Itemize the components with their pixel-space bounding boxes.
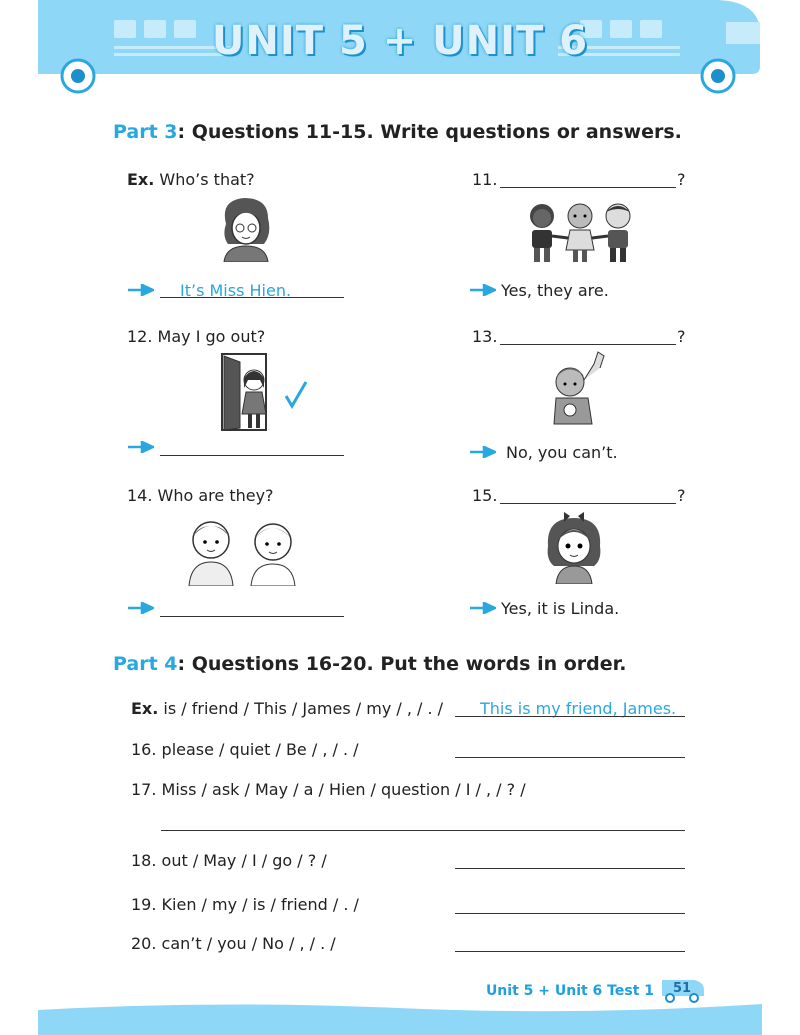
part3-label: Part 3	[113, 121, 178, 143]
boy-raising-hand-icon	[548, 350, 608, 426]
part3-example-prompt	[127, 170, 255, 189]
q18-answer-line[interactable]	[455, 868, 685, 869]
example-marker: Ex.	[131, 699, 159, 718]
q18-text: out / May / I / go / ? /	[156, 851, 327, 870]
page-title: UNIT 5 + UNIT 6	[211, 18, 589, 64]
part4-label: Part 4	[113, 653, 178, 675]
q11-suffix: ?	[677, 170, 686, 189]
q13-number: 13.	[472, 327, 498, 346]
q19-words	[131, 895, 359, 914]
part3-instruction: : Questions 11-15. Write questions or answers.	[177, 121, 682, 143]
part4-example-words	[131, 699, 443, 718]
two-boys-icon	[185, 516, 301, 586]
part4-example-answer: This is my friend, James.	[480, 699, 677, 718]
arrow-right-icon	[128, 441, 154, 453]
q11-answer: Yes, they are.	[501, 281, 609, 300]
answer-line	[455, 716, 685, 717]
q19-text: Kien / my / is / friend / . /	[156, 895, 359, 914]
footer-label: Unit 5 + Unit 6 Test 1	[485, 983, 654, 999]
q18-number: 18.	[131, 851, 157, 870]
q11-line[interactable]	[500, 187, 676, 188]
part4-heading	[113, 653, 627, 675]
arrow-right-icon	[128, 602, 154, 614]
arrow-right-icon	[470, 602, 496, 614]
example-answer: It’s Miss Hien.	[180, 281, 292, 300]
q14-prompt: 14. Who are they?	[127, 486, 274, 505]
part4-instruction: : Questions 16-20. Put the words in order.	[177, 653, 627, 675]
q15-number: 15.	[472, 486, 498, 505]
q17-number: 17.	[131, 780, 157, 799]
q15-answer: Yes, it is Linda.	[501, 599, 620, 618]
arrow-right-icon	[128, 284, 154, 296]
girl-at-door-icon	[220, 352, 310, 432]
q12-prompt: 12. May I go out?	[127, 327, 266, 346]
q17-text: Miss / ask / May / a / Hien / question / I / , / ? /	[156, 780, 526, 799]
q15-suffix: ?	[677, 486, 686, 505]
page-number: 51	[672, 981, 692, 996]
q16-number: 16.	[131, 740, 157, 759]
q15-line[interactable]	[500, 503, 676, 504]
q16-words	[131, 740, 359, 759]
q13-suffix: ?	[677, 327, 686, 346]
example-words: is / friend / This / James / my / , / . /	[158, 699, 444, 718]
q17-answer-line[interactable]	[161, 830, 685, 831]
q11-number: 11.	[472, 170, 498, 189]
q14-answer-line[interactable]	[160, 616, 344, 617]
arrow-right-icon	[470, 284, 496, 296]
three-children-icon	[520, 200, 640, 266]
q19-number: 19.	[131, 895, 157, 914]
q19-answer-line[interactable]	[455, 913, 685, 914]
girl-linda-icon	[544, 512, 604, 584]
q20-answer-line[interactable]	[455, 951, 685, 952]
q16-answer-line[interactable]	[455, 757, 685, 758]
footer-wave	[38, 996, 762, 1035]
part3-heading	[113, 121, 682, 143]
q13-line[interactable]	[500, 344, 676, 345]
q17-words	[131, 780, 526, 799]
q18-words	[131, 851, 327, 870]
q20-text: can’t / you / No / , / . /	[156, 934, 336, 953]
example-question: Who’s that?	[154, 170, 255, 189]
example-marker: Ex.	[127, 170, 155, 189]
q20-number: 20.	[131, 934, 157, 953]
q20-words	[131, 934, 336, 953]
teacher-woman-icon	[218, 194, 274, 262]
q12-answer-line[interactable]	[160, 455, 344, 456]
q13-answer: No, you can’t.	[506, 443, 618, 462]
q16-text: please / quiet / Be / , / . /	[156, 740, 359, 759]
arrow-right-icon	[470, 446, 496, 458]
